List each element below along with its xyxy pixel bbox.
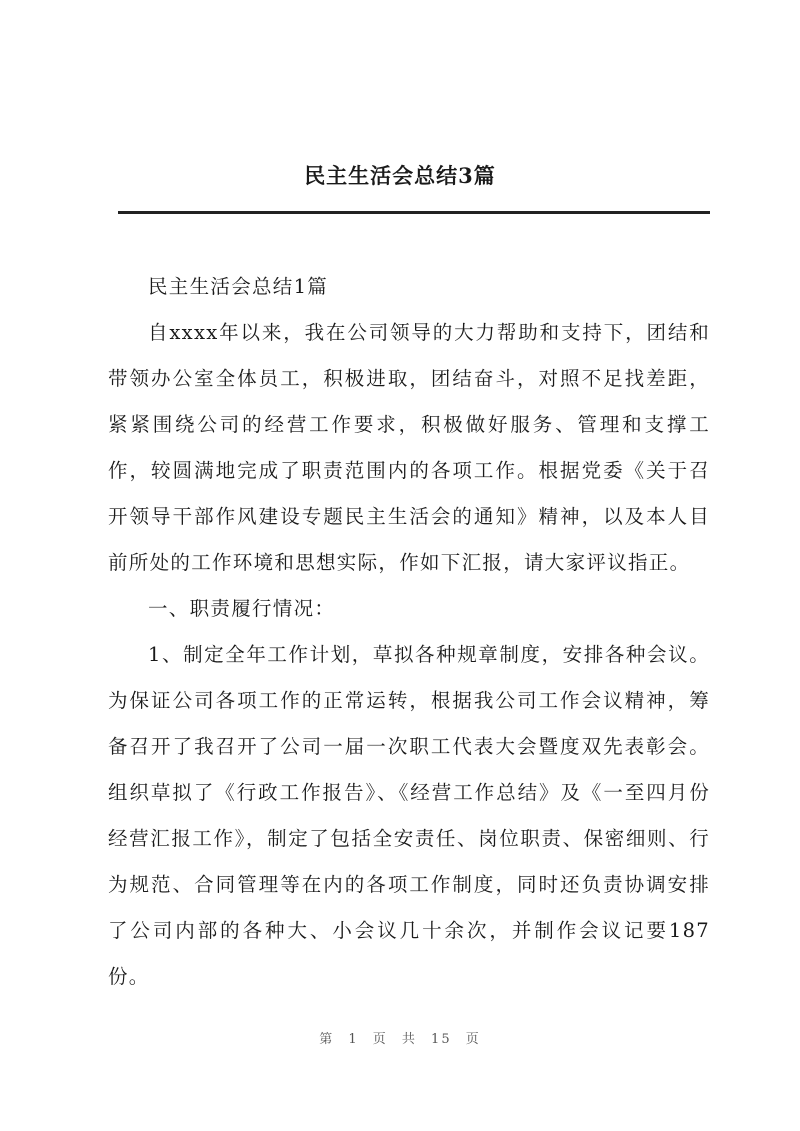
document-body bbox=[108, 264, 710, 1000]
page-number: 第 1 页 共 15 页 bbox=[319, 1032, 481, 1047]
document-title: 民主生活会总结3篇 bbox=[304, 163, 496, 188]
body-paragraph: 1、制定全年工作计划，草拟各种规章制度，安排各种会议。为保证公司各项工作的正常运转，根据我公司工作会议精神，筹备召开了我召开了公司一届一次职工代表大会暨度双先表彰会。组织草拟了《行政工作报告》、《经营工作总结》及《一至四月份经营汇报工作》，制定了包括全安责任、岗位职责、保密细则、行为规范、合同管理等在内的各项工作制度，同时还负责协调安排了公司内部的各种大、小会议几十余次，并制作会议记要187份。 bbox=[108, 643, 710, 988]
title-underline bbox=[118, 211, 710, 214]
section-heading: 民主生活会总结1篇 bbox=[148, 275, 329, 298]
body-paragraph: 自xxxx年以来，我在公司领导的大力帮助和支持下，团结和带领办公室全体员工，积极进取，团结奋斗，对照不足找差距，紧紧围绕公司的经营工作要求，积极做好服务、管理和支撑工作，较圆满地完成了职责范围内的各项工作。根据党委《关于召开领导干部作风建设专题民主生活会的通知》精神，以及本人目前所处的工作环境和思想实际，作如下汇报，请大家评议指正。 bbox=[108, 321, 710, 574]
subsection-heading: 一、职责履行情况： bbox=[148, 597, 336, 620]
